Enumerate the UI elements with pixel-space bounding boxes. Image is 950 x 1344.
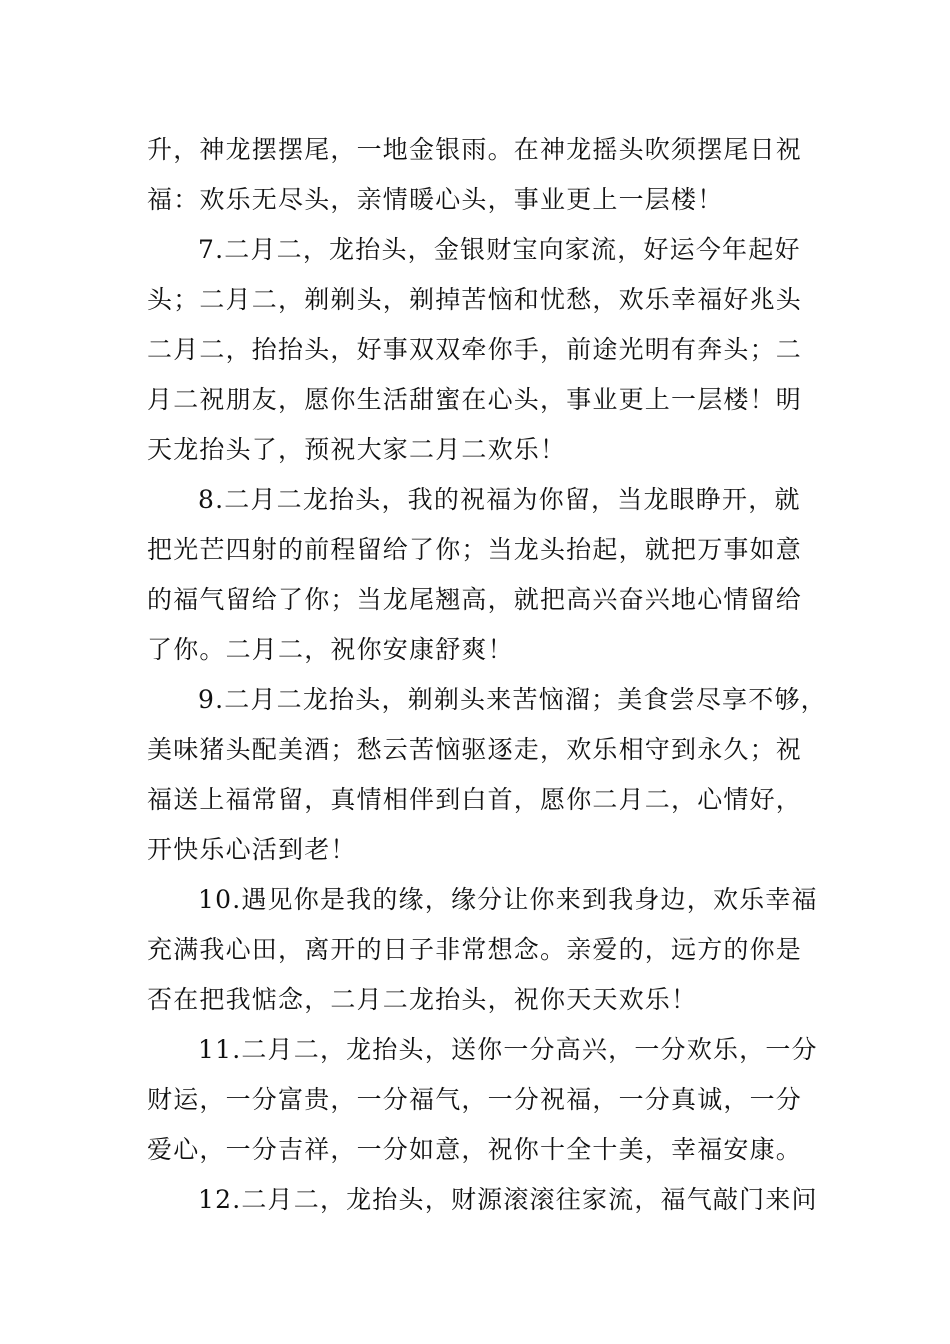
- text-line: 开快乐心活到老！: [147, 835, 357, 864]
- text-line: 了你。二月二，祝你安康舒爽！: [147, 635, 514, 664]
- text-line: 升，神龙摆摆尾，一地金银雨。在神龙摇头吹须摆尾日祝: [147, 135, 803, 164]
- text-line-item-11-start: 11.二月二，龙抬头，送你一分高兴，一分欢乐，一分: [198, 1035, 818, 1064]
- text-line: 爱心，一分吉祥，一分如意，祝你十全十美，幸福安康。: [147, 1135, 803, 1164]
- text-line: 财运，一分富贵，一分福气，一分祝福，一分真诚，一分: [147, 1085, 803, 1114]
- text-line-item-8-start: 8.二月二龙抬头，我的祝福为你留，当龙眼睁开，就: [198, 485, 801, 514]
- text-line-item-12-start: 12.二月二，龙抬头，财源滚滚往家流，福气敲门来问: [198, 1185, 818, 1214]
- text-line: 福送上福常留，真情相伴到白首，愿你二月二，心情好，: [147, 785, 803, 814]
- text-line: 二月二，抬抬头，好事双双牵你手，前途光明有奔头；二: [147, 335, 803, 364]
- text-line: 月二祝朋友，愿你生活甜蜜在心头，事业更上一层楼！明: [147, 385, 803, 414]
- text-line: 充满我心田，离开的日子非常想念。亲爱的，远方的你是: [147, 935, 803, 964]
- text-line: 的福气留给了你；当龙尾翘高，就把高兴奋兴地心情留给: [147, 585, 803, 614]
- text-line-item-7-start: 7.二月二，龙抬头，金银财宝向家流，好运今年起好: [198, 235, 801, 264]
- text-line: 头；二月二，剃剃头，剃掉苦恼和忧愁，欢乐幸福好兆头: [147, 285, 803, 314]
- text-line: 天龙抬头了，预祝大家二月二欢乐！: [147, 435, 567, 464]
- text-line: 福：欢乐无尽头，亲情暖心头，事业更上一层楼！: [147, 185, 724, 214]
- text-line: 否在把我惦念，二月二龙抬头，祝你天天欢乐！: [147, 985, 698, 1014]
- text-line-item-9-start: 9.二月二龙抬头，剃剃头来苦恼溜；美食尝尽享不够，: [198, 685, 827, 714]
- text-line-item-10-start: 10.遇见你是我的缘，缘分让你来到我身边，欢乐幸福: [198, 885, 818, 914]
- text-line: 美味猪头配美酒；愁云苦恼驱逐走，欢乐相守到永久；祝: [147, 735, 803, 764]
- text-line: 把光芒四射的前程留给了你；当龙头抬起，就把万事如意: [147, 535, 803, 564]
